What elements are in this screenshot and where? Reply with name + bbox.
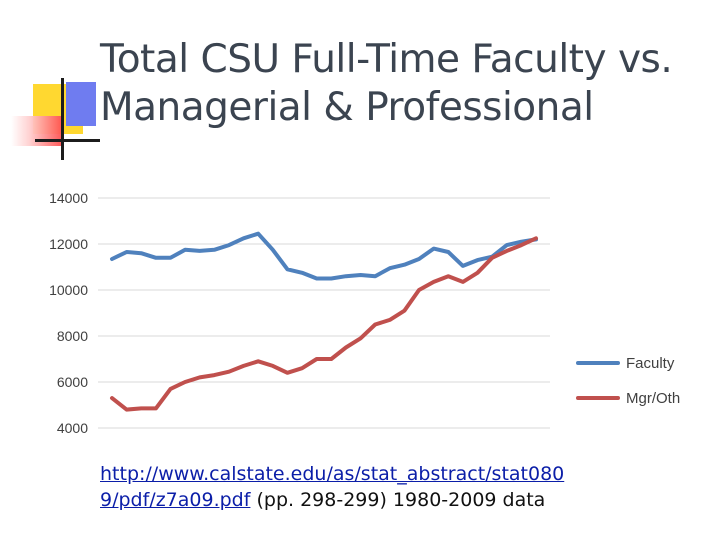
vertical-rule: [61, 78, 64, 160]
y-tick-label: 10000: [49, 282, 88, 298]
legend-label: Faculty: [626, 355, 675, 372]
legend-label: Mgr/Oth: [626, 390, 681, 407]
source-link-line-2[interactable]: 9/pdf/z7a09.pdf: [100, 489, 251, 511]
series-line-faculty: [112, 234, 536, 279]
title-line-2: Managerial & Professional: [100, 85, 594, 130]
slide-title: [100, 36, 712, 132]
y-tick-label: 12000: [49, 236, 88, 252]
y-tick-label: 6000: [56, 374, 88, 390]
source-link-line-1[interactable]: http://www.calstate.edu/as/stat_abstract/stat080: [100, 463, 565, 485]
horizontal-rule: [35, 139, 100, 142]
source-citation: [100, 461, 710, 513]
y-tick-label: 14000: [49, 190, 88, 206]
title-line-1: Total CSU Full-Time Faculty vs.: [100, 37, 673, 82]
y-tick-label: 4000: [56, 420, 88, 436]
y-tick-label: 8000: [56, 328, 88, 344]
line-chart: [20, 180, 710, 450]
source-suffix: (pp. 298-299) 1980-2009 data: [250, 489, 546, 511]
blue-square: [66, 82, 96, 126]
